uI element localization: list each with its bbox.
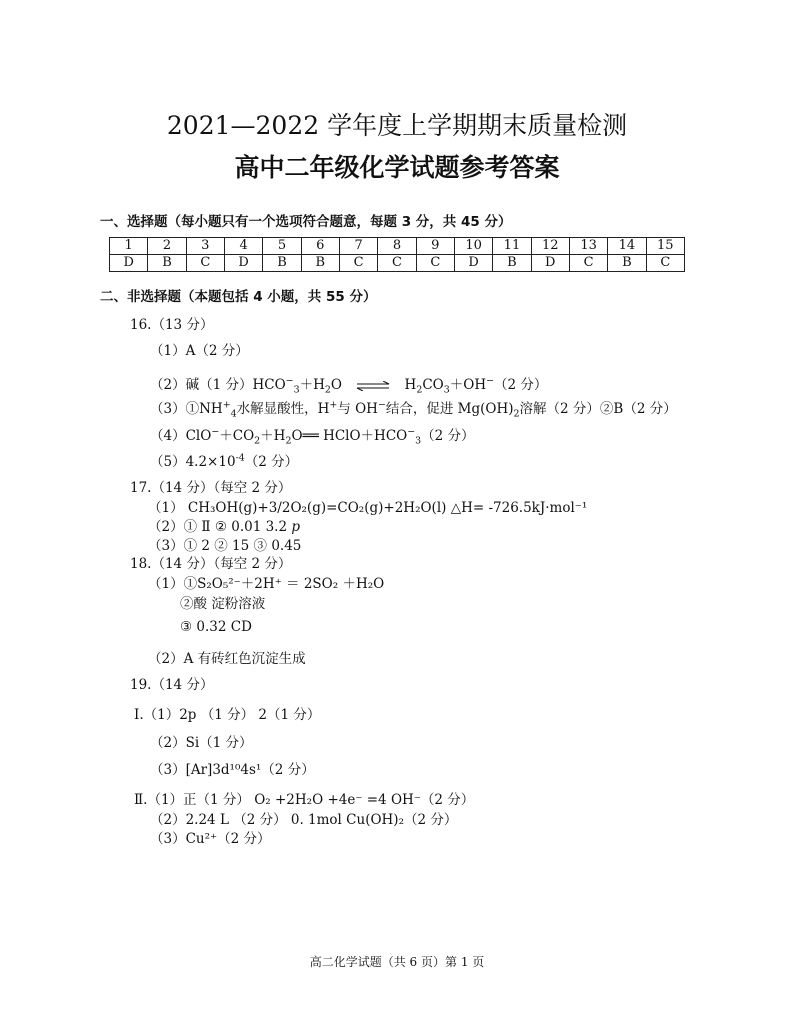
question-number-cell: 8: [378, 238, 416, 255]
q16-l3-sup3: −: [377, 399, 386, 411]
q16-l4-sub: 2: [254, 435, 261, 447]
q16-l2-sub3b: 3: [443, 384, 450, 396]
q19-part1-answer-1: Ⅰ.（1）2p （1 分） 2（1 分）: [134, 707, 321, 723]
question-number-cell: 2: [148, 238, 186, 255]
q16-l3-a: （3）①NH: [150, 401, 223, 417]
question-number-cell: 13: [569, 238, 607, 255]
answer-table-number-row: [110, 238, 685, 255]
q16-l4-d: O══ HClO＋HCO: [291, 428, 408, 444]
q16-answer-4: [150, 424, 475, 447]
q19-part1-answer-3: （3）[Ar]3d¹⁰4s¹（2 分）: [150, 762, 315, 778]
q16-l4-e: （2 分）: [421, 428, 475, 444]
answer-cell: B: [263, 255, 301, 272]
q19-part2-answer-2: （2）2.24 L （2 分） 0. 1mol Cu(OH)₂（2 分）: [150, 812, 458, 828]
q16-l4-b: ＋CO: [219, 428, 255, 444]
q16-l5-a: （5）4.2×10: [150, 454, 236, 470]
answer-cell: D: [224, 255, 262, 272]
answer-cell: C: [569, 255, 607, 272]
q17-heading: 17.（14 分）（每空 2 分）: [130, 480, 292, 496]
q16-l5-sup: -4: [235, 452, 245, 464]
answer-cell: C: [416, 255, 454, 272]
q16-l2-sup: −: [285, 375, 294, 387]
answer-cell: D: [454, 255, 492, 272]
q18-answer-3: ③ 0.32 CD: [180, 619, 252, 635]
q18-heading: 18.（14 分）（每空 2 分）: [130, 556, 292, 572]
page-title: 2021—2022 学年度上学期期末质量检测: [166, 111, 628, 140]
q16-l2-f: ＋OH: [449, 377, 487, 393]
q16-heading: 16.（13 分）: [130, 317, 214, 333]
section1-heading: 一、选择题（每小题只有一个选项符合题意，每题 3 分，共 45 分）: [100, 214, 512, 230]
question-number-cell: 7: [339, 238, 377, 255]
q16-answer-1: （1）A（2 分）: [150, 343, 249, 359]
q16-answer-2: [150, 373, 547, 396]
q16-l5-b: （2 分）: [244, 454, 299, 470]
q19-part2-answer-3: （3）Cu²⁺（2 分）: [150, 831, 271, 847]
answer-cell: D: [531, 255, 569, 272]
q16-l4-sup2: −: [407, 426, 416, 438]
question-number-cell: 3: [186, 238, 224, 255]
q16-l2-b: ＋H: [299, 377, 325, 393]
answer-cell: B: [493, 255, 531, 272]
q16-l3-sup: +: [222, 399, 231, 411]
answer-cell: C: [646, 255, 684, 272]
q16-l2-a: （2）碱（1 分）HCO: [150, 377, 286, 393]
q16-l4-a: （4）ClO: [150, 428, 212, 444]
page-subtitle: 高中二年级化学试题参考答案: [234, 153, 560, 182]
question-number-cell: 4: [224, 238, 262, 255]
q16-l4-sub3: 3: [415, 435, 422, 447]
q19-part1-answer-2: （2）Si（1 分）: [150, 735, 253, 751]
q17-answer-2: [148, 515, 300, 535]
section2-heading: 二、非选择题（本题包括 4 小题，共 55 分）: [100, 289, 377, 305]
question-number-cell: 12: [531, 238, 569, 255]
q16-l2-c: O: [330, 377, 342, 393]
q16-answer-3: [150, 397, 677, 420]
answer-table: [109, 237, 685, 272]
q16-l2-g: （2 分）: [494, 377, 548, 393]
question-number-cell: 9: [416, 238, 454, 255]
question-number-cell: 5: [263, 238, 301, 255]
q18-answer-4: （2）A 有砖红色沉淀生成: [148, 651, 306, 667]
answer-table-answer-row: [110, 255, 685, 272]
answer-cell: C: [186, 255, 224, 272]
q16-l3-sup2: +: [329, 399, 338, 411]
q16-l2-sub3: 3: [293, 384, 300, 396]
q19-heading: 19.（14 分）: [130, 677, 214, 693]
q16-l2-sup2: −: [486, 375, 495, 387]
q16-l3-c: 与 OH: [337, 401, 378, 417]
q16-l3-b: 水解显酸性，H: [236, 401, 330, 417]
q16-l3-e: 溶解（2 分）②B（2 分）: [519, 401, 677, 417]
q16-l4-sup: −: [211, 426, 220, 438]
q17-answer-1: （1） CH₃OH(g)+3/2O₂(g)=CO₂(g)+2H₂O(l) △H= -726.5kJ·mol⁻¹: [148, 500, 588, 516]
q16-answer-5: [150, 450, 298, 470]
answer-cell: C: [339, 255, 377, 272]
q17-l2-a: （2）① Ⅱ ② 0.01 3.2: [148, 519, 292, 535]
q17-l2-b: p: [291, 519, 301, 535]
page-footer: 高二化学试题（共 6 页）第 1 页: [309, 955, 485, 969]
q16-l3-sub2: 2: [513, 408, 520, 420]
q18-answer-1: （1）①S₂O₅²⁻＋2H⁺ ＝ 2SO₂ ＋H₂O: [148, 576, 385, 592]
answer-cell: B: [148, 255, 186, 272]
question-number-cell: 11: [493, 238, 531, 255]
q17-answer-3: （3）① 2 ② 15 ③ 0.45: [148, 538, 302, 554]
q16-l2-sub2b: 2: [416, 384, 423, 396]
q16-l3-d: 结合，促进 Mg(OH): [385, 401, 514, 417]
question-number-cell: 15: [646, 238, 684, 255]
q16-l4-sub2: 2: [285, 435, 292, 447]
q16-l2-sub2: 2: [324, 384, 331, 396]
q18-answer-2: ②酸 淀粉溶液: [180, 596, 266, 612]
question-number-cell: 1: [110, 238, 148, 255]
equilibrium-arrow-icon: [356, 381, 390, 391]
answer-cell: B: [301, 255, 339, 272]
answer-cell: B: [608, 255, 646, 272]
q16-l4-c: ＋H: [260, 428, 286, 444]
answer-cell: C: [378, 255, 416, 272]
q16-l3-sub: 4: [230, 408, 237, 420]
question-number-cell: 6: [301, 238, 339, 255]
question-number-cell: 14: [608, 238, 646, 255]
answer-cell: D: [110, 255, 148, 272]
question-number-cell: 10: [454, 238, 492, 255]
q16-l2-d: H: [404, 377, 417, 393]
q19-part2-answer-1: Ⅱ.（1）正（1 分） O₂ +2H₂O +4e⁻ =4 OH⁻（2 分）: [134, 792, 475, 808]
q16-l2-e: CO: [422, 377, 444, 393]
